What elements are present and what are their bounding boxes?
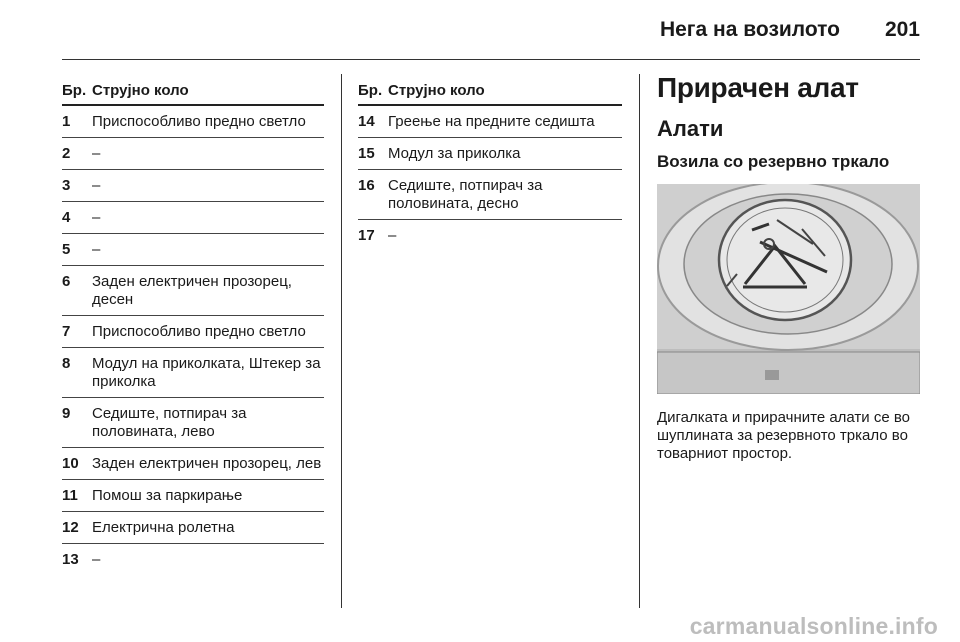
fuse-circuit: – (388, 227, 397, 244)
fuse-row (358, 138, 622, 170)
col-circuit-header: Струјно коло (388, 82, 485, 99)
figure-caption: Дигалката и прирачните алати се во шуплината за резервното тркало во товарниот простор. (657, 409, 911, 462)
column-divider-2 (639, 74, 640, 608)
fuse-number: 4 (62, 209, 71, 226)
fuse-circuit: Заден електричен прозорец, лев (92, 455, 322, 472)
fuse-circuit: Приспособливо предно светло (92, 113, 306, 130)
fuse-circuit: – (92, 177, 101, 194)
fuse-number: 3 (62, 177, 71, 194)
fuse-circuit: – (92, 209, 101, 226)
fuse-number: 1 (62, 113, 71, 130)
fuse-row (62, 512, 324, 544)
fuse-number: 2 (62, 145, 71, 162)
fuse-number: 8 (62, 355, 71, 372)
spare-wheel-well-drawing (657, 184, 920, 394)
fuse-row (62, 170, 324, 202)
fuse-row (358, 170, 622, 220)
fuse-row (62, 398, 324, 448)
page-header (62, 0, 920, 62)
fuse-circuit: Помош за паркирање (92, 487, 243, 504)
fuse-number: 10 (62, 455, 79, 472)
fuse-circuit: Греење на предните седишта (388, 113, 595, 130)
fuse-circuit: Седиште, потпирач за половината, лево (92, 405, 247, 440)
page-number: 201 (884, 18, 920, 41)
fuse-row (62, 106, 324, 138)
section-heading: Прирачен алат (657, 72, 859, 103)
header-divider (62, 59, 920, 60)
fuse-table-left (62, 82, 324, 575)
fuse-circuit: – (92, 145, 101, 162)
fuse-circuit: Електрична ролетна (92, 519, 235, 536)
fuse-table-header (358, 82, 622, 106)
fuse-circuit: Модул на приколката, Штекер за приколка (92, 355, 321, 390)
fuse-row (62, 266, 324, 316)
fuse-number: 12 (62, 519, 79, 536)
subsection-heading: Алати (657, 116, 724, 141)
col-number-header: Бр. (358, 82, 383, 99)
fuse-number: 7 (62, 323, 71, 340)
fuse-number: 11 (62, 487, 78, 504)
col-circuit-header: Струјно коло (92, 82, 189, 99)
fuse-row (62, 448, 324, 480)
fuse-circuit: Седиште, потпирач за половината, десно (388, 177, 543, 212)
fuse-row (62, 202, 324, 234)
fuse-row (358, 106, 622, 138)
tools-section (657, 72, 920, 463)
fuse-circuit: Модул за приколка (388, 145, 521, 162)
fuse-row (62, 316, 324, 348)
subsubsection-heading: Возила со резервно тркало (657, 152, 890, 171)
fuse-number: 5 (62, 241, 71, 258)
fuse-row (62, 480, 324, 512)
fuse-row (62, 348, 324, 398)
fuse-number: 14 (358, 113, 375, 130)
fuse-row (358, 220, 622, 251)
col-number-header: Бр. (62, 82, 87, 99)
fuse-number: 17 (358, 227, 375, 244)
fuse-table-header (62, 82, 324, 106)
fuse-circuit: Заден електричен прозорец, десен (92, 273, 292, 308)
fuse-number: 15 (358, 145, 375, 162)
section-title: Нега на возилото (659, 18, 840, 41)
fuse-number: 16 (358, 177, 375, 194)
watermark-text: carmanualsonline.info (689, 613, 938, 639)
fuse-circuit: – (92, 241, 101, 258)
fuse-circuit: Приспособливо предно светло (92, 323, 306, 340)
column-divider-1 (341, 74, 342, 608)
fuse-table-right (358, 82, 622, 251)
spare-wheel-tools-illustration (657, 184, 920, 394)
fuse-row (62, 544, 324, 575)
fuse-row (62, 138, 324, 170)
fuse-number: 13 (62, 551, 79, 568)
fuse-row (62, 234, 324, 266)
fuse-circuit: – (92, 551, 101, 568)
fuse-number: 6 (62, 273, 71, 290)
fuse-number: 9 (62, 405, 71, 422)
